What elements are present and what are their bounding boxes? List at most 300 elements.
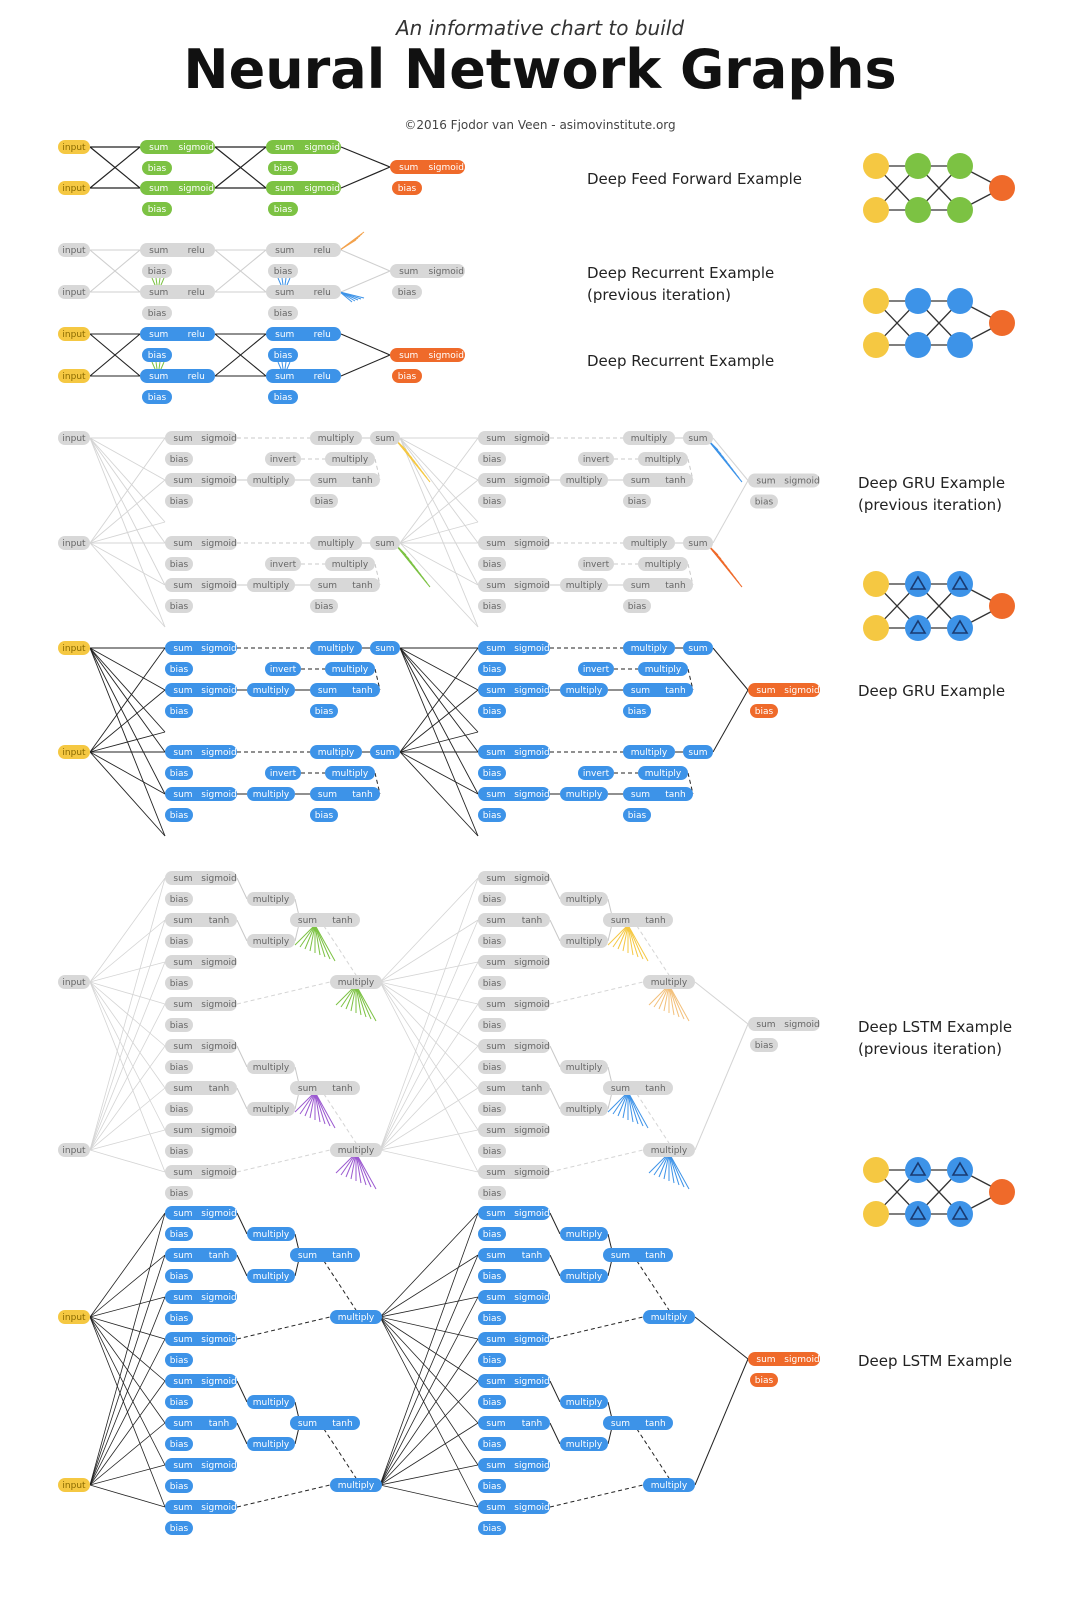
node-label: bias [273,164,293,174]
bias-node [165,599,193,613]
node-label: sigmoid [178,143,214,153]
lstm-gate [478,1206,550,1220]
network-icon-dff [863,153,1015,223]
icon-hidden-node [905,615,931,641]
bias-node [165,766,193,780]
node-label: bias [169,1314,189,1324]
edge [237,1213,247,1234]
node-label: bias [314,602,334,612]
lstm-gate [478,955,550,969]
node-label: multiply [252,895,290,905]
bias-node [165,557,193,571]
edge [380,1046,478,1150]
node-label: sum [630,476,651,486]
icon-hidden-node [905,1201,931,1227]
bias-node [165,892,193,906]
node-label: bias [273,393,293,403]
edge [550,1150,643,1172]
node-label: invert [582,769,610,779]
bias-node [478,1437,506,1451]
node-label: bias [482,1440,502,1450]
node-label: sigmoid [201,748,237,758]
input-node [58,641,90,655]
tanh-node [310,473,380,487]
bias-node [392,285,422,299]
icon-hidden-node [947,197,973,223]
icon-hidden-node [905,332,931,358]
edge [550,1317,643,1339]
multiply-node [643,1310,695,1324]
icon-output-node [989,593,1015,619]
bias-node [750,704,778,718]
node-label: sigmoid [784,686,820,696]
node-label: sigmoid [514,874,550,884]
edge [90,878,165,1150]
bias-node [478,1395,506,1409]
lstm-gate [165,1039,237,1053]
bias-node [478,1269,506,1283]
edge [90,962,165,1150]
lstm-gate [165,1500,237,1514]
edge [713,438,748,481]
node-label: multiply [331,455,369,465]
sum-node [370,745,400,759]
bias-node [165,1186,193,1200]
node-label: sum [688,539,708,549]
edge [550,1381,560,1402]
bias-node [478,808,506,822]
edge [90,1317,165,1339]
lstm-gate [165,1248,237,1262]
node-label: sum [610,1419,631,1429]
edge [90,1485,165,1507]
node-label: sigmoid [201,434,237,444]
edge [341,167,390,188]
edge [380,1297,478,1317]
input-node [58,285,90,299]
node-label: sum [173,1419,193,1429]
node-label: sum [486,1503,506,1513]
node-label: multiply [252,1105,290,1115]
tanh-node [623,683,693,697]
node-label: multiply [252,1440,290,1450]
bias-node [165,1102,193,1116]
output-neuron [748,1352,820,1366]
node-label: sigmoid [201,581,237,591]
bias-node [165,1479,193,1493]
multiply-node [330,1310,382,1324]
node-label: bias [314,707,334,717]
node-label: sum [486,476,506,486]
node-label: bias [169,707,189,717]
invert-node [265,557,301,571]
bias-node [165,1437,193,1451]
bias-node [268,306,298,320]
bias-node [165,1353,193,1367]
edge [237,1485,330,1507]
input-node [58,1143,90,1157]
node-label: sum [173,1377,193,1387]
relu-neuron [266,369,341,383]
node-label: tanh [645,1419,666,1429]
node-label: multiply [650,978,688,988]
edge [396,545,430,587]
node-label: input [62,143,86,153]
node-label: tanh [208,916,230,926]
node-label: tanh [521,1084,543,1094]
multiply-node [560,1437,608,1451]
node-label: sigmoid [201,686,237,696]
node-label: bias [627,811,647,821]
invert-node [578,662,614,676]
node-label: bias [147,205,167,215]
node-label: bias [627,602,647,612]
node-label: sum [149,372,169,382]
bias-node [165,1521,193,1535]
node-label: bias [147,164,167,174]
node-label: sum [486,1377,506,1387]
tanh-node [290,1248,360,1262]
multiply-node [330,1478,382,1492]
node-label: tanh [332,916,353,926]
multiply-node [623,641,675,655]
multiply-node [247,578,295,592]
node-label: bias [482,979,502,989]
multiply-node [560,1102,608,1116]
bias-node [478,704,506,718]
multiply-node [560,892,608,906]
edge [380,1339,478,1485]
node-label: multiply [650,1146,688,1156]
bias-node [478,976,506,990]
bias-node [623,599,651,613]
bias-node [478,662,506,676]
node-label: sum [275,330,295,340]
multiply-node [325,557,375,571]
section-label-gru-prev: (previous iteration) [858,496,1002,514]
node-label: bias [482,769,502,779]
node-label: bias [273,351,293,361]
lstm-gate [478,913,550,927]
node-label: bias [169,1189,189,1199]
input-node [58,140,90,154]
node-label: sum [173,1209,193,1219]
node-label: sum [173,1251,193,1261]
edge [237,1150,330,1172]
icon-hidden-node [905,197,931,223]
bias-node [478,557,506,571]
edge [90,1297,165,1485]
lstm-gate [478,1374,550,1388]
node-label: bias [169,1021,189,1031]
node-label: multiply [331,665,369,675]
node-label: sum [486,686,506,696]
lstm-gate [165,1458,237,1472]
edge [633,1255,669,1310]
multiply-node [325,662,375,676]
edge [380,1004,478,1150]
bias-node [478,1521,506,1535]
edge [341,271,390,292]
icon-output-node [989,1179,1015,1205]
node-label: sigmoid [304,184,340,194]
edge [550,1423,560,1444]
multiply-node [247,683,295,697]
multiply-node [330,1143,382,1157]
node-label: multiply [650,1481,688,1491]
input-node [58,975,90,989]
edge [90,982,165,1004]
node-label: bias [482,811,502,821]
edge [90,1297,165,1317]
edge [400,438,478,522]
node-label: sum [297,1251,318,1261]
icon-hidden-node [947,1201,973,1227]
node-label: multiply [565,790,603,800]
node-label: multiply [565,937,603,947]
edge [628,1092,643,1126]
lstm-gate [478,1165,550,1179]
node-label: multiply [565,581,603,591]
multiply-node [247,473,295,487]
edge [400,543,478,627]
section-label-drnn-prev: Deep Recurrent Example [587,264,775,282]
multiply-node [623,431,675,445]
output-neuron [390,160,465,174]
multiply-node [325,452,375,466]
node-label: sigmoid [201,790,237,800]
bias-node [165,494,193,508]
node-label: sigmoid [428,267,464,277]
node-label: tanh [352,581,373,591]
network-icon-gru [863,571,1015,641]
node-label: sum [375,434,395,444]
multiply-node [638,662,688,676]
multiply-node [310,745,362,759]
node-label: sum [317,581,338,591]
node-label: bias [314,497,334,507]
multiply-node [247,1227,295,1241]
edge [90,438,165,480]
lstm-gate [165,1332,237,1346]
edge [380,1213,478,1485]
node-label: bias [169,1524,189,1534]
tanh-node [623,473,693,487]
node-label: bias [169,455,189,465]
edge [90,920,165,1150]
edge [669,1153,684,1187]
node-label: tanh [332,1084,353,1094]
edge [380,1213,478,1317]
bias-node [478,1353,506,1367]
icon-input-node [863,197,889,223]
node-label: sum [173,1461,193,1471]
edge [341,250,390,271]
lstm-gate [478,1458,550,1472]
edge [400,752,478,836]
node-label: sum [173,1293,193,1303]
node-label: sigmoid [201,476,237,486]
node-label: sigmoid [178,184,214,194]
node-label: bias [169,1063,189,1073]
multiply-node [330,975,382,989]
gru-gate [478,641,550,655]
node-label: sum [375,644,395,654]
node-label: relu [187,246,205,256]
bias-node [478,1102,506,1116]
node-label: bias [482,1021,502,1031]
node-label: bias [482,1147,502,1157]
node-label: sum [275,184,295,194]
edge [341,355,390,376]
node-label: sum [173,644,193,654]
node-label: sum [149,288,169,298]
node-label: sigmoid [201,1042,237,1052]
node-label: invert [269,769,297,779]
edge [380,1088,478,1150]
node-label: sum [399,267,419,277]
multiply-node [247,1102,295,1116]
gru-gate [478,745,550,759]
icon-output-node [989,310,1015,336]
node-label: relu [313,288,331,298]
edge [380,1255,478,1485]
node-label: sum [688,434,708,444]
edge [396,440,430,482]
node-label: input [62,1146,86,1156]
lstm-gate [478,1081,550,1095]
node-label: sigmoid [201,1126,237,1136]
tanh-node [623,787,693,801]
node-label: sum [173,958,193,968]
edge [90,522,165,543]
bias-node [165,1060,193,1074]
section-label-drnn-prev: (previous iteration) [587,286,731,304]
edge [380,1297,478,1485]
node-label: tanh [332,1419,353,1429]
node-label: sum [610,916,631,926]
node-label: sum [173,1084,193,1094]
tanh-node [603,1416,673,1430]
node-label: sum [173,1126,193,1136]
edge [340,232,364,250]
node-label: multiply [252,581,290,591]
node-label: sum [173,476,193,486]
lstm-gate [165,1206,237,1220]
output-neuron [390,264,465,278]
node-label: bias [169,937,189,947]
node-label: sum [688,644,708,654]
gru-gate [478,683,550,697]
edge [90,1004,165,1150]
tanh-node [603,1248,673,1262]
edge [550,982,643,1004]
multiply-node [560,1269,608,1283]
node-label: bias [482,1398,502,1408]
ff-neuron [140,140,215,154]
input-node [58,181,90,195]
edge [380,920,478,982]
node-label: sum [317,686,338,696]
node-label: multiply [630,434,668,444]
bias-node [165,808,193,822]
edge [713,648,748,690]
node-label: tanh [665,790,686,800]
edge [237,1088,247,1109]
bias-node [165,1269,193,1283]
node-label: multiply [317,748,355,758]
icon-output-node [989,175,1015,201]
node-label: sum [173,1335,193,1345]
node-label: sum [486,1335,506,1345]
node-label: sum [173,1000,193,1010]
icon-hidden-node [947,571,973,597]
node-label: sigmoid [201,1168,237,1178]
node-label: sum [486,1084,506,1094]
edge [550,1046,560,1067]
node-label: invert [269,455,297,465]
edge [356,985,371,1019]
edge [708,440,742,482]
node-label: multiply [331,560,369,570]
lstm-gate [165,1290,237,1304]
node-label: sum [173,1042,193,1052]
node-label: sum [173,539,193,549]
network-icon-drnn [863,288,1015,358]
edge [90,752,165,836]
edge [320,1255,356,1310]
node-label: sum [756,686,776,696]
node-label: invert [582,455,610,465]
node-label: tanh [208,1251,230,1261]
node-label: sum [297,916,318,926]
node-label: multiply [650,1313,688,1323]
edge [380,1150,478,1172]
icon-input-node [863,571,889,597]
node-label: multiply [565,476,603,486]
node-label: bias [482,937,502,947]
node-label: sigmoid [514,1126,550,1136]
edge [90,732,165,752]
node-label: sum [630,686,651,696]
node-label: bias [482,665,502,675]
output-neuron [748,683,820,697]
node-label: bias [147,351,167,361]
lstm-gate [478,1248,550,1262]
node-label: sum [486,1209,506,1219]
icon-input-node [863,615,889,641]
node-label: invert [269,560,297,570]
node-label: bias [754,707,774,717]
bias-node [142,348,172,362]
node-label: sum [756,476,776,487]
input-node [58,1310,90,1324]
edge [550,878,560,899]
node-label: invert [582,665,610,675]
edge [380,1465,478,1485]
icon-hidden-node [947,332,973,358]
lstm-gate [478,1332,550,1346]
node-label: sum [275,246,295,256]
bias-node [165,662,193,676]
icon-hidden-node [947,615,973,641]
node-label: bias [482,497,502,507]
node-label: sum [317,790,338,800]
bias-node [478,452,506,466]
lstm-gate [165,1416,237,1430]
page-title: Neural Network Graphs [183,38,897,101]
node-label: bias [482,1356,502,1366]
